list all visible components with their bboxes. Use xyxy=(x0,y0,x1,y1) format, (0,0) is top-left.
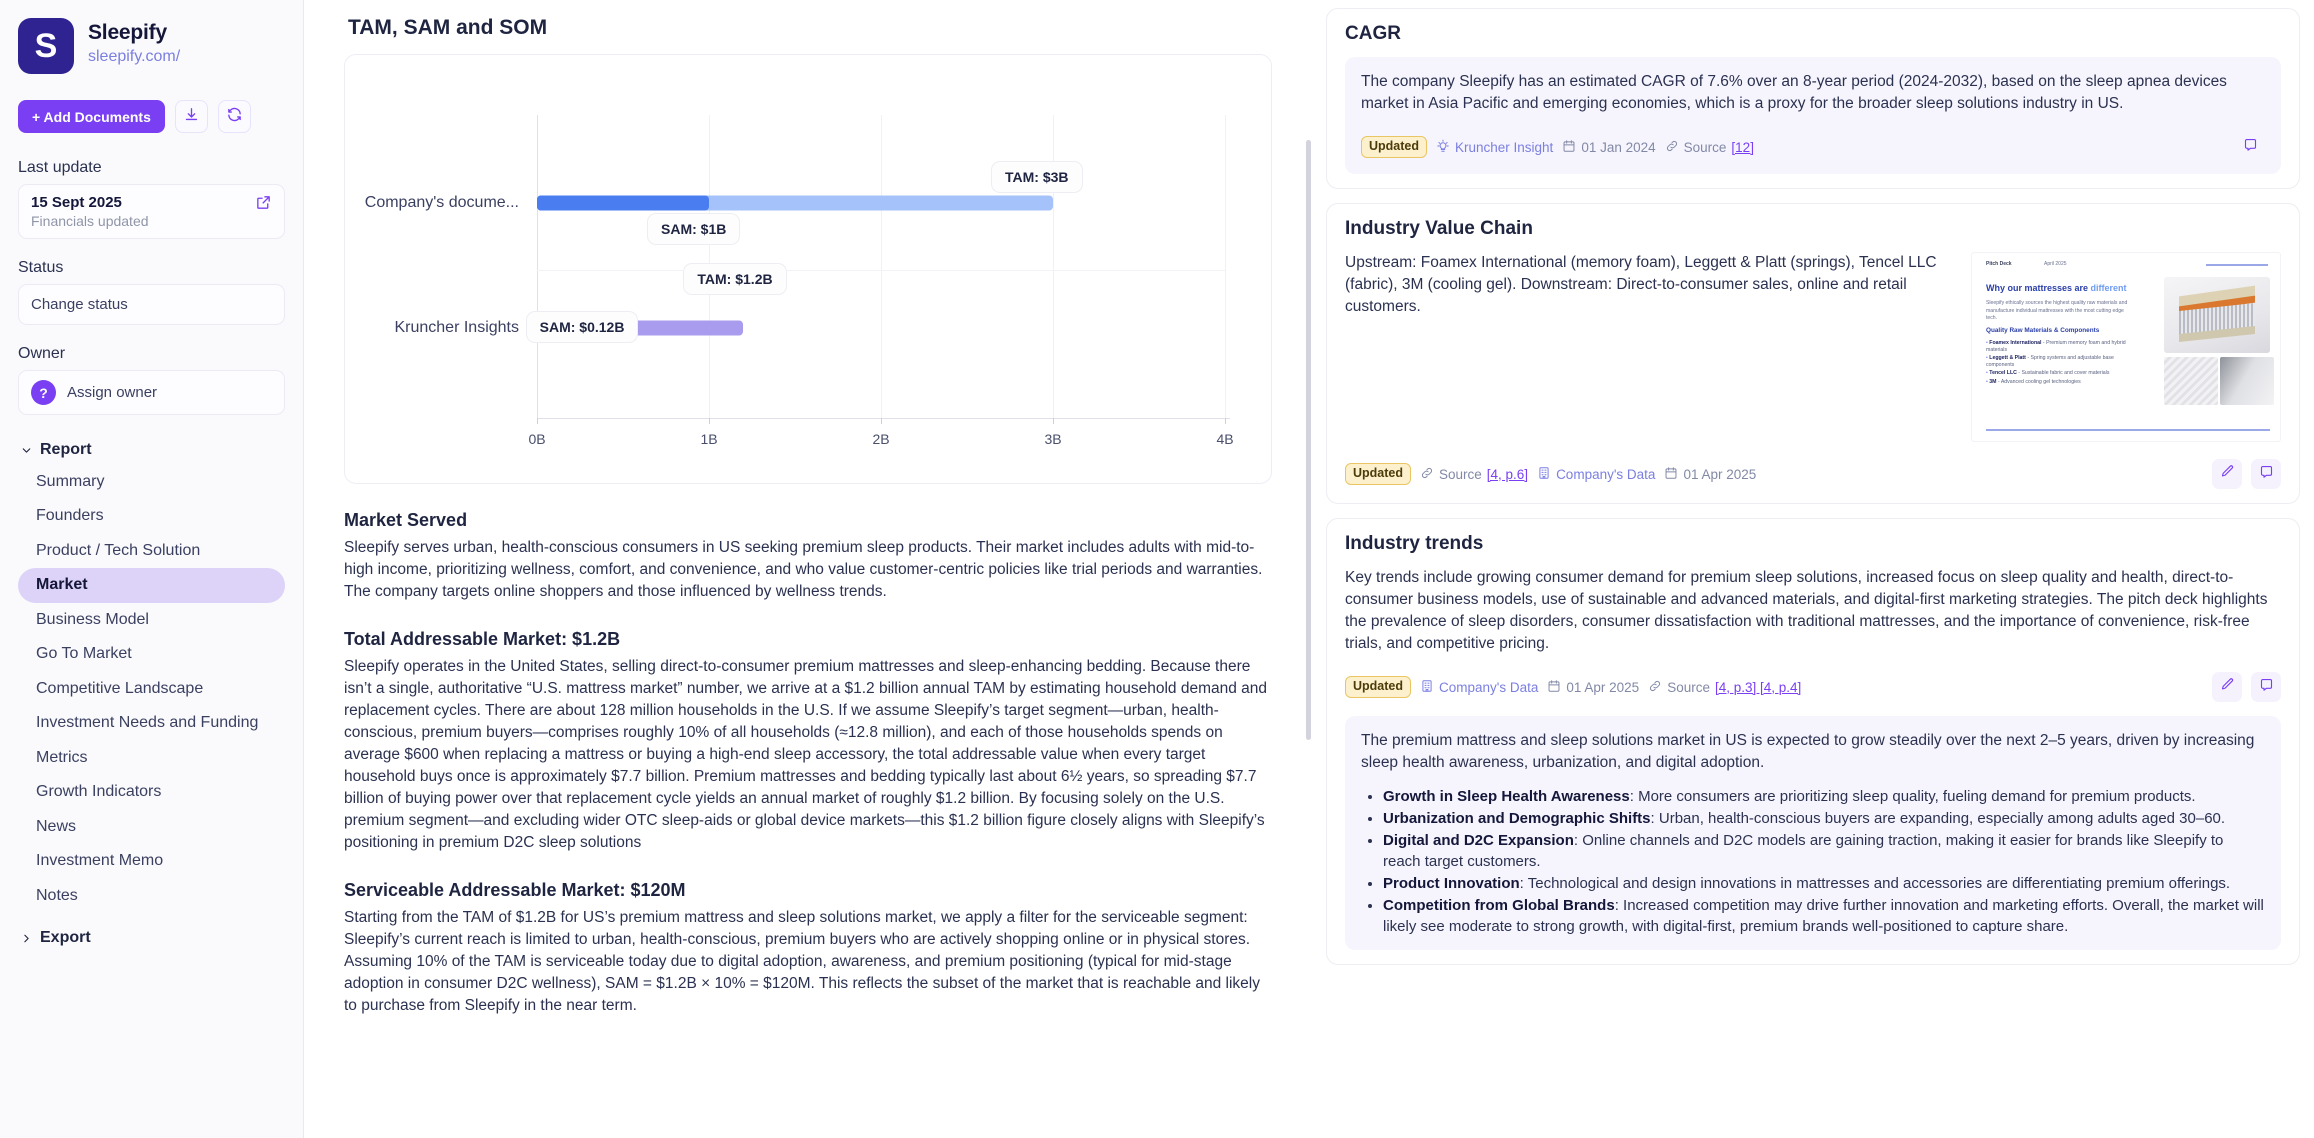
comment-icon xyxy=(2243,137,2258,157)
trend-bullet: • Growth in Sleep Health Awareness: More consumers are prioritizing sleep quality, fueling demand for premium products. xyxy=(1383,786,2265,807)
meta-link[interactable] xyxy=(1420,466,1528,483)
card-text: The company Sleepify has an estimated CAGR of 7.6% over an 8-year period (2024-2032), based on the sleep apnea devices market in Asia Pacific and emerging economies, which is a proxy for the broader sleep solutions industry in US. xyxy=(1361,73,2227,112)
meta-link[interactable] xyxy=(1648,679,1801,696)
sidebar-item-metrics[interactable] xyxy=(18,741,285,775)
sidebar-item-label: Competitive Landscape xyxy=(36,679,204,697)
thumb-bullet: • 3M - Advanced cooling gel technologies xyxy=(1986,378,2081,385)
nav-group-report[interactable] xyxy=(18,435,285,465)
add-documents-button[interactable]: + Add Documents xyxy=(18,100,165,133)
edit-icon xyxy=(2220,464,2235,484)
comment-button[interactable] xyxy=(2251,672,2281,702)
chart-x-tick-label: 1B xyxy=(700,431,718,447)
assign-owner-button[interactable] xyxy=(18,370,285,415)
card-body xyxy=(1345,57,2281,174)
thumb-deck-date: April 2025 xyxy=(2044,261,2067,267)
meta-calendar xyxy=(1547,679,1639,696)
meta-label: 01 Apr 2025 xyxy=(1566,679,1640,695)
sidebar-item-market[interactable] xyxy=(18,568,285,602)
meta-label: 01 Apr 2025 xyxy=(1683,466,1757,482)
trends-intro: The premium mattress and sleep solutions market in US is expected to grow steadily over the next 2–5 years, driven by increasing sleep health awareness, urbanization, and digital adoption. xyxy=(1361,732,2255,771)
sidebar-item-label: Business Model xyxy=(36,610,149,628)
chart-x-tick-label: 0B xyxy=(528,431,546,447)
thumb-rule xyxy=(2206,264,2268,266)
meta-label: Source xyxy=(1667,679,1710,695)
chart-gridline xyxy=(881,115,882,418)
center-inner xyxy=(304,0,1312,1017)
chart-x-tick-label: 3B xyxy=(1044,431,1062,447)
chart-y-axis xyxy=(537,115,538,418)
chart-callout: SAM: $1B xyxy=(647,213,740,245)
status-label: Status xyxy=(18,259,64,276)
chart-bar-company-som[interactable] xyxy=(537,196,547,211)
brand-text xyxy=(88,18,180,66)
comment-icon xyxy=(2259,677,2274,697)
refresh-button[interactable] xyxy=(218,100,251,133)
status-badge: Updated xyxy=(1361,136,1427,158)
comment-button[interactable] xyxy=(2251,459,2281,489)
trend-bullet: • Product Innovation: Technological and design innovations in mattresses and accessories are differentiating premium offerings. xyxy=(1383,873,2265,894)
calendar-icon xyxy=(1664,466,1678,483)
edit-icon xyxy=(2220,677,2235,697)
thumb-foam-image xyxy=(2164,357,2218,405)
thumb-bullet: • Leggett & Platt - Spring systems and adjustable base components xyxy=(1986,355,2114,368)
chart-gridline xyxy=(1225,115,1226,418)
section-heading: Total Addressable Market: $1.2B xyxy=(344,629,621,649)
card-cagr xyxy=(1326,8,2300,189)
thumb-bullet: • Tencel LLC - Sustainable fabric and cover materials xyxy=(1986,370,2110,376)
card-meta-row xyxy=(1345,672,2281,702)
chart-callout: SAM: $0.12B xyxy=(526,311,639,343)
nav-group-export-label: Export xyxy=(40,929,91,947)
sidebar-item-go-to-market[interactable] xyxy=(18,637,285,671)
meta-label: 01 Jan 2024 xyxy=(1581,139,1656,155)
section-body: Starting from the TAM of $1.2B for US’s premium mattress and sleep solutions market, we apply a filter for the serviceable segment: Sleepify’s current reach is limited to urban, health-conscious, premium buyers who are actively shopping online or in physical stores. Assuming 10% of the TAM is serviceable today due to digital adoption, awareness, and premium positioning (typical for mid-stage adoption in consumer D2C wellness), SAM = $1.2B × 10% = $120M. This reflects the subset of the market that is reachable and likely to purchase from Sleepify in the near term. xyxy=(344,909,1260,1014)
chart-x-tick xyxy=(881,418,882,424)
chart-x-axis xyxy=(537,418,1230,419)
sidebar-item-summary[interactable] xyxy=(18,465,285,499)
page-title: TAM, SAM and SOM xyxy=(348,16,548,39)
right-cards-list xyxy=(1326,8,2300,965)
card-industry-trends xyxy=(1326,518,2300,965)
brand-header xyxy=(18,18,285,74)
center-panel xyxy=(304,0,1312,1138)
sidebar-item-label: Investment Needs and Funding xyxy=(36,714,259,732)
last-update-card[interactable] xyxy=(18,184,285,239)
link-icon xyxy=(1665,139,1679,156)
chart-bar-company-sam[interactable] xyxy=(537,196,709,211)
status-badge: Updated xyxy=(1345,463,1411,485)
sidebar-item-label: News xyxy=(36,817,77,835)
chart-x-tick xyxy=(537,418,538,424)
download-icon xyxy=(183,106,200,128)
sidebar-item-product-tech-solution[interactable] xyxy=(18,534,285,568)
trends-bullet-list xyxy=(1361,786,2265,937)
chart-category-label: Company's docume... xyxy=(364,194,519,211)
thumb-subtext: Sleepify ethically sources the highest quality raw materials and manufacture individual mattresses with the most cutting edge tech. xyxy=(1986,300,2128,322)
refresh-icon xyxy=(226,106,243,128)
building-icon xyxy=(1537,466,1551,483)
thumb-footer-rule xyxy=(1986,429,2270,431)
card-meta-row xyxy=(1345,459,2281,489)
chart-category-label: Kruncher Insights xyxy=(394,319,519,336)
meta-label: Source xyxy=(1439,466,1482,482)
calendar-icon xyxy=(1562,139,1576,156)
market-sections xyxy=(344,510,1272,1017)
source-reference[interactable]: [12] xyxy=(1731,139,1754,155)
edit-button[interactable] xyxy=(2212,672,2242,702)
thumb-bullet: • Foamex International - Premium memory foam and hybrid materials xyxy=(1986,340,2126,353)
trend-bullet: • Urbanization and Demographic Shifts: Urban, health-conscious buyers are expanding, especially among adults aged 30–60. xyxy=(1383,808,2265,829)
source-reference[interactable]: [4, p.6] xyxy=(1486,466,1529,482)
value-chain-layout xyxy=(1345,252,2281,442)
card-title: Industry Value Chain xyxy=(1345,218,1533,239)
thumb-headline: Why our mattresses are different xyxy=(1986,283,2127,293)
comment-button[interactable] xyxy=(2235,132,2265,162)
card-title: CAGR xyxy=(1345,23,1401,44)
thumb-section-title: Quality Raw Materials & Components xyxy=(1986,327,2100,334)
section-body: Sleepify serves urban, health-conscious consumers in US seeking premium sleep products. Their market includes adults with mid-to-high income, prioritizing wellness, comfort, and convenience, and who value customer-centric policies like trial periods and warranties. The company targets online shoppers and those influenced by wellness trends. xyxy=(344,539,1263,600)
download-button[interactable] xyxy=(175,100,208,133)
nav-group-export[interactable] xyxy=(18,923,285,953)
sidebar-item-label: Growth Indicators xyxy=(36,783,162,801)
sidebar-item-business-model[interactable] xyxy=(18,603,285,637)
last-update-date: 15 Sept 2025 xyxy=(31,194,122,211)
trend-bullet: • Competition from Global Brands: Increased competition may drive further innovation and marketing efforts. Overall, the market will likely see moderate to strong growth, with digital-first, premium brands well-positioned to capture share. xyxy=(1383,895,2265,937)
card-text-wrap xyxy=(1345,252,1953,318)
chevron-down-icon xyxy=(20,444,33,457)
chart-x-tick-label: 4B xyxy=(1216,431,1234,447)
owner-label: Owner xyxy=(18,345,66,362)
card-text: Upstream: Foamex International (memory foam), Leggett & Platt (springs), Tencel LLC (fabric), 3M (cooling gel). Downstream: Direct-to-consumer sales, online and retail customers. xyxy=(1345,254,1937,315)
chart-row-separator xyxy=(537,270,1225,271)
sidebar-item-investment-memo[interactable] xyxy=(18,844,285,878)
trend-bullet: • Digital and D2C Expansion: Online channels and D2C models are gaining traction, making it easier for brands like Sleepify to reach target customers. xyxy=(1383,830,2265,872)
card-body xyxy=(1345,252,2281,489)
sidebar-item-notes[interactable] xyxy=(18,879,285,913)
chart-x-tick xyxy=(1225,418,1226,424)
trends-detail-block xyxy=(1345,716,2281,950)
thumb-bullets xyxy=(1986,340,2138,387)
meta-label: Source xyxy=(1683,139,1727,155)
sidebar-item-label: Market xyxy=(36,576,88,594)
last-update-label: Last update xyxy=(18,159,102,176)
sidebar-nav-list xyxy=(18,465,285,913)
sidebar-item-news[interactable] xyxy=(18,810,285,844)
chevron-right-icon xyxy=(20,932,33,945)
chart-x-tick xyxy=(1053,418,1054,424)
change-status-select[interactable]: Change status xyxy=(18,284,285,325)
link-icon xyxy=(1420,466,1434,483)
edit-button[interactable] xyxy=(2212,459,2242,489)
right-panel xyxy=(1312,0,2314,1138)
external-link-icon[interactable] xyxy=(255,194,272,216)
sidebar-item-label: Metrics xyxy=(36,748,88,766)
calendar-icon xyxy=(1547,679,1561,696)
comment-icon xyxy=(2259,464,2274,484)
pitch-deck-thumbnail[interactable] xyxy=(1971,252,2281,442)
company-logo: S xyxy=(18,18,74,74)
chart-x-tick xyxy=(709,418,710,424)
chart-x-tick-label: 2B xyxy=(872,431,890,447)
sidebar-item-label: Summary xyxy=(36,473,105,490)
card-title: Industry trends xyxy=(1345,533,1484,554)
meta-calendar xyxy=(1562,139,1655,156)
source-reference[interactable]: [4, p.3] [4, p.4] xyxy=(1714,679,1802,695)
sidebar-item-investment-needs-and-funding[interactable] xyxy=(18,706,285,740)
avatar: ? xyxy=(31,380,56,405)
link-icon xyxy=(1648,679,1662,696)
section-heading: Market Served xyxy=(344,510,468,530)
section-heading: Serviceable Addressable Market: $120M xyxy=(344,880,686,900)
thumb-fabric-image xyxy=(2220,357,2274,405)
center-scrollbar[interactable] xyxy=(1306,140,1311,740)
card-text: Key trends include growing consumer demand for premium sleep solutions, increased focus on sleep quality and health, direct-to-consumer business models, use of sustainable and advanced materials, and digital-first marketing strategies. The pitch deck highlights the prevalence of sleep disorders, consumer dissatisfaction with traditional mattresses, and the importance of convenience, risk-free trials, and competitive pricing. xyxy=(1345,569,2268,652)
sidebar-action-row xyxy=(18,100,285,133)
meta-calendar xyxy=(1664,466,1756,483)
thumb-mattress-image xyxy=(2164,277,2270,353)
building-icon xyxy=(1420,679,1434,696)
company-name: Sleepify xyxy=(88,21,167,44)
card-meta-row xyxy=(1361,132,2265,162)
sidebar xyxy=(0,0,304,1138)
tam-sam-som-chart-card xyxy=(344,54,1272,484)
last-update-text xyxy=(31,194,149,229)
meta-lightbulb xyxy=(1436,139,1553,156)
meta-label: Company's Data xyxy=(1556,466,1656,482)
card-body xyxy=(1345,567,2281,702)
tam-sam-som-chart xyxy=(355,73,1261,473)
chart-callout: TAM: $1.2B xyxy=(683,263,786,295)
section-body: Sleepify operates in the United States, selling direct-to-consumer premium mattresses and sleep-enhancing bedding. Because there isn’t a single, authoritative “U.S. mattress market” number, we arrive at a $1.2 billion annual TAM by estimating household demand and replacement cycles. There are about 128 million households in the U.S. If we assume Sleepify’s target segment—urban, health-conscious, premium buyers—comprises roughly 10% of all households (≈12.8 million), and each of those households spends on average $600 when replacing a mattress or buying a high-end sleep accessory, the total addressable value when every target household buys once is approximately $7.7 billion. Premium mattresses and bedding typically last about 6½ years, so spreading $7.7 billion of buying power over that replacement cycle yields an annual market of roughly $1.2 billion. By focusing solely on the U.S. premium segment—and excluding wider OTC sleep-aids or global device markets—this $1.2 billion figure closely aligns with Sleepify’s positioning in premium D2C sleep solutions xyxy=(344,658,1268,851)
sidebar-item-label: Founders xyxy=(36,507,104,525)
thumb-deck-label: Pitch Deck xyxy=(1986,261,2012,267)
chart-callout: TAM: $3B xyxy=(991,161,1083,193)
card-industry-value-chain xyxy=(1326,203,2300,504)
nav-group-report-label: Report xyxy=(40,441,92,458)
sidebar-item-growth-indicators[interactable] xyxy=(18,775,285,809)
sidebar-item-label: Go To Market xyxy=(36,645,132,663)
sidebar-item-label: Investment Memo xyxy=(36,852,164,870)
status-badge: Updated xyxy=(1345,676,1411,698)
meta-label: Kruncher Insight xyxy=(1455,139,1554,155)
assign-owner-label: Assign owner xyxy=(67,384,158,401)
sidebar-item-label: Product / Tech Solution xyxy=(36,541,201,559)
sidebar-item-label: Notes xyxy=(36,886,78,904)
last-update-subtitle: Financials updated xyxy=(31,213,149,229)
lightbulb-icon xyxy=(1436,139,1450,156)
meta-link[interactable] xyxy=(1665,139,1754,156)
meta-building xyxy=(1420,679,1538,696)
meta-building xyxy=(1537,466,1655,483)
sidebar-item-competitive-landscape[interactable] xyxy=(18,672,285,706)
meta-label: Company's Data xyxy=(1439,679,1539,695)
sidebar-item-founders[interactable] xyxy=(18,499,285,533)
company-url-link[interactable]: sleepify.com/ xyxy=(88,48,181,65)
